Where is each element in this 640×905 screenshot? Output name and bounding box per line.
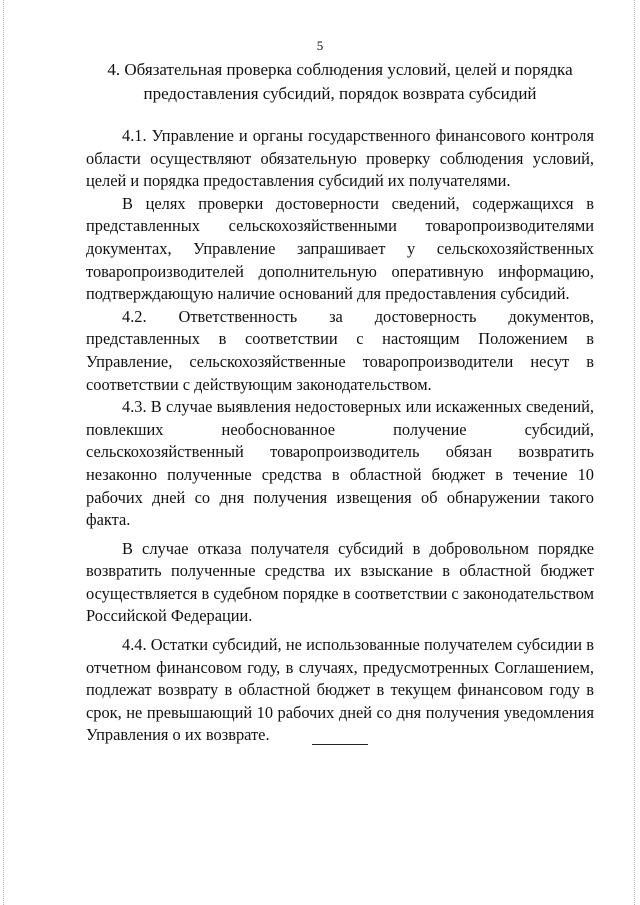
end-of-text-rule: [312, 744, 368, 745]
section-heading: 4. Обязательная проверка соблюдения условий, целей и порядка предоставления субсидий, порядок возврата субсидий: [107, 60, 573, 103]
page-edge-right: [634, 0, 637, 905]
paragraph-4-1: 4.1. Управление и органы государственного финансового контроля области осуществляют обязательную проверку соблюдения условий, целей и порядка предоставления субсидий их получателями.: [86, 126, 594, 191]
document-body: [86, 125, 594, 747]
page-number: 5: [316, 38, 324, 53]
paragraph-4-3-refusal: В случае отказа получателя субсидий в добровольном порядке возвратить полученные средства их взыскание в областной бюджет осуществляется в судебном порядке в соответствии с законодательством Российской Федерации.: [86, 538, 594, 626]
paragraph-4-4: 4.4. Остатки субсидий, не использованные получателем субсидии в отчетном финансовом году, в случаях, предусмотренных Соглашением, подлежат возврату в областной бюджет в текущем финансовом году в срок, не превышающий 10 рабочих дней со дня получения уведомления Управления о их возврате.: [86, 635, 594, 745]
paragraph-4-2: 4.2. Ответственность за достоверность документов, представленных в соответствии с настоящим Положением в Управление, сельскохозяйственные товаропроизводители несут в соответствии с действующим законодательством.: [86, 306, 594, 394]
paragraph-4-3: 4.3. В случае выявления недостоверных или искаженных сведений, повлекших необоснованное получение субсидий, сельскохозяйственный товаропроизводитель обязан возвратить незаконно полученные средства в областной бюджет в течение 10 рабочих дней со дня получения извещения об обнаружении такого факта.: [86, 397, 594, 530]
page-edge-left: [3, 0, 6, 905]
paragraph-4-1-verification: В целях проверки достоверности сведений, содержащихся в представленных сельскохозяйственными товаропроизводителями документах, Управление запрашивает у сельскохозяйственных товаропроизводителей дополнительную оперативную информацию, подтверждающую наличие оснований для предоставления субсидий.: [86, 193, 594, 304]
